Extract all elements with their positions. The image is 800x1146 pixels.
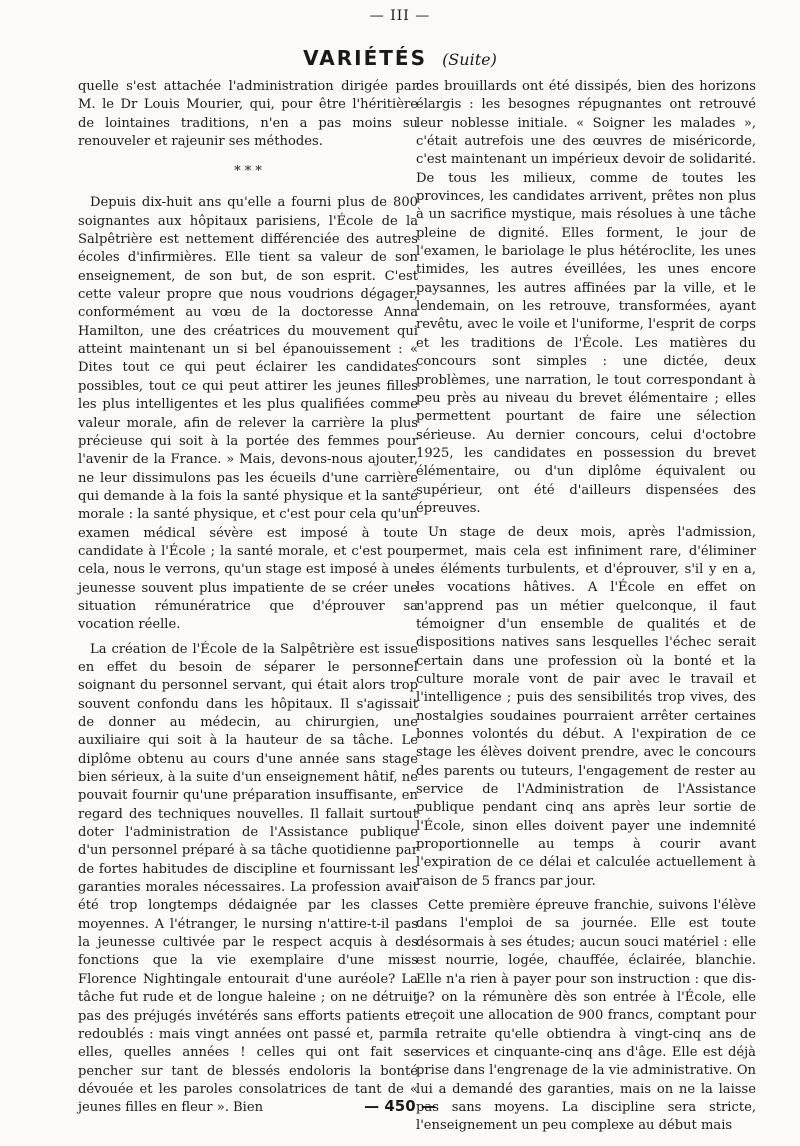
paragraph: Cette première épreuve franchie, suivons l'élève dans l'emploi de sa journée. Elle est toute désormais à ses études; aucun souci matériel : elle est nourrie, logée, chauffée, éclairée, blanchie. Elle n'a rien à payer pour son instruction : que dis-je? on la rémunère dès son entrée à l'École, elle reçoit une allocation de 900 francs, comptant pour la retraite qu'elle obtiendra à vingt-cinq ans de services et cinquante-cinq ans d'âge. Elle est déjà prise dans l'engrenage de la vie administrative. On lui a demandé des garanties, mais on ne la laisse pas sans moyens. La discipline sera stricte, l'enseignement un peu complexe au début mais <box>416 898 756 1134</box>
right-column <box>416 78 756 1136</box>
left-column <box>78 78 418 1118</box>
paragraph: quelle s'est attachée l'administration dirigée par M. le Dr Louis Mourier, qui, pour être l'héritière de lointaines traditions, n'en a pas moins su renouveler et rajeunir ses méthodes. <box>78 79 418 150</box>
paragraph: Un stage de deux mois, après l'admission, permet, mais cela est infiniment rare, d'éliminer les éléments turbulents, et d'éprouver, s'il y en a, les vocations hâtives. A l'École en effet on n'apprend pas un métier quelconque, il faut témoigner d'un ensemble de qualités et de dispositions natives sans lesquelles l'échec serait certain dans une profession où la bonté et la culture morale vont de pair avec le travail et l'intelligence ; puis des sensibilités trop vives, des nostalgies soudaines pourraient arrêter certaines bonnes volontés du début. A l'expiration de ce stage les élèves doivent prendre, avec le concours des parents ou tuteurs, l'engagement de rester au service de l'Administration de l'Assistance publique pendant cinq ans après leur sortie de l'École, sinon elles doivent payer une indemnité proportionnelle au temps à courir avant l'expiration de ce délai et calculée actuellement à raison de 5 francs par jour. <box>416 525 756 889</box>
section-separator <box>78 165 418 178</box>
roman-page-number: — III — <box>369 8 431 24</box>
page-number: — 450 — <box>364 1097 436 1115</box>
paragraph: La création de l'École de la Salpêtrière est issue en effet du besoin de séparer le personnel soignant du personnel servant, qui était alors trop souvent confondu dans les hôpitaux. Il s'agissait de donner au médecin, au chirurgien, une auxiliaire qui soit à la hauteur de sa tâche. Le diplôme obtenu au cours d'une année sans stage bien sérieux, à la suite d'un enseignement hâtif, ne pouvait fournir qu'une préparation insuffisante, en regard des techniques nouvelles. Il fallait surtout doter l'administration de l'Assistance publique d'un personnel préparé à sa tâche quotidienne par de fortes habitudes de discipline et fournissant les garanties morales nécessaires. La profession avait été trop longtemps dédaignée par les classes moyennes. A l'étranger, le nursing n'attire-t-il pas la jeunesse cultivée par le respect acquis à des fonctions que la vie exemplaire d'une miss Florence Nightingale entourait d'une auréole? La tâche fut rude et de longue haleine ; on ne détruit pas des préjugés invétérés sans efforts patients et redoublés : mais vingt années ont passé et, parmi elles, quelles années ! celles qui ont fait se pencher sur tant de blessés endoloris la bonté dévouée et les paroles consolatrices de tant de « jeunes filles en fleur ». Bien <box>78 641 418 1116</box>
paragraph: Depuis dix-huit ans qu'elle a fourni plus de 800 soignantes aux hôpitaux parisiens, l'École de la Salpêtrière est nettement différenciée des autres écoles d'infirmières. Elle tient sa valeur de son enseignement, de son but, de son esprit. C'est cette valeur propre que nous voudrions dégager, conformément au vœu de la doctoresse Anna Hamilton, une des créatrices du mouvement qui atteint maintenant un si bel épanouissement : « Dites tout ce qui peut éclairer les candidates possibles, tout ce qui peut attirer les jeunes filles les plus intelligentes et les plus qualifiées comme valeur morale, afin de relever la carrière la plus précieuse qui soit à la portée des femmes pour l'avenir de la France. » Mais, devons-nous ajouter, ne leur dissimulons pas les écueils d'une carrière qui demande à la fois la santé physique et la santé morale : la santé physique, et c'est pour cela qu'un examen médical sévère est imposé à toute candidate à l'École ; la santé morale, et c'est pour cela, nous le verrons, qu'un stage est imposé à une jeunesse souvent plus impatiente de se créer une situation rémunératrice que d'éprouver sa vocation réelle. <box>78 195 418 633</box>
title-suite: (Suite) <box>442 50 497 69</box>
separator-stars: * * * <box>234 164 262 180</box>
section-title <box>0 46 800 70</box>
title-main: VARIÉTÉS <box>303 46 427 70</box>
paragraph: des brouillards ont été dissipés, bien des horizons élargis : les besognes répugnantes ont retrouvé leur noblesse initiale. « Soigner les malades », c'était autrefois une des œuvres de miséricorde, c'est maintenant un impérieux devoir de solidarité. De tous les milieux, comme de toutes les provinces, les candidates arrivent, prêtes non plus à un sacrifice mystique, mais résolues à une tâche pleine de dignité. Elles forment, le jour de l'examen, le bariolage le plus hétéroclite, les unes timides, les autres éveillées, les unes encore paysannes, les autres affinées par la ville, et le lendemain, on les retrouve, transformées, ayant revêtu, avec le voile et l'uniforme, l'esprit de corps et les traditions de l'École. Les matières du concours sont simples : une dictée, deux problèmes, une narration, le tout correspondant à peu près au niveau du brevet élémentaire ; elles permettent pourtant de faire une sélection sérieuse. Au dernier concours, celui d'octobre 1925, les candidates en possession du brevet élémentaire, ou d'un diplôme équivalent ou supérieur, ont été d'ailleurs dispensées des épreuves. <box>416 79 756 516</box>
